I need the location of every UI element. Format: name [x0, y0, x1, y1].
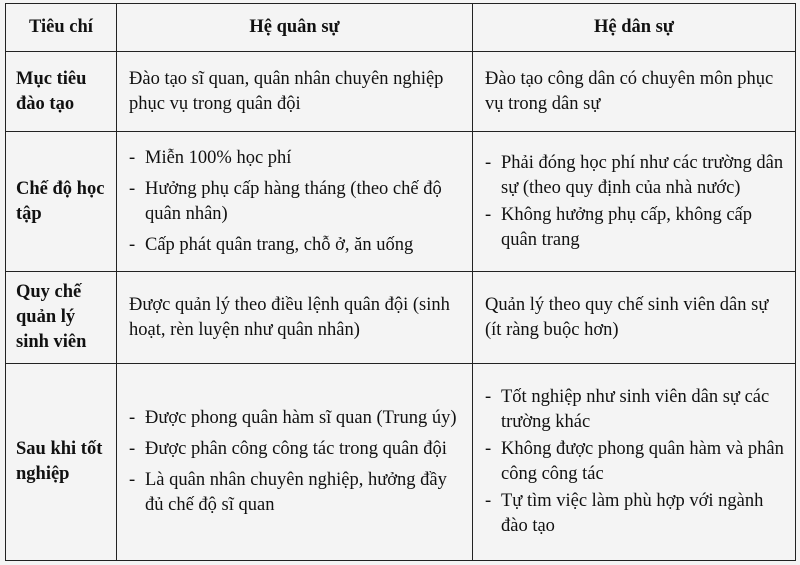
bullet-dash: - [129, 147, 136, 168]
military-list [129, 406, 464, 518]
bullet-dash: - [485, 439, 492, 459]
military-list [129, 146, 464, 258]
header-criterion: Tiêu chí [6, 4, 117, 52]
list-item-text: Cấp phát quân trang, chỗ ở, ăn uống [145, 234, 414, 255]
list-item [129, 406, 464, 431]
military-text: Được quản lý theo điều lệnh quân đội (sinh hoạt, rèn luyện như quân nhân) [129, 294, 450, 340]
civilian-cell [473, 52, 796, 132]
list-item-text: Được phân công công tác trong quân đội [145, 439, 447, 459]
list-item-text: Là quân nhân chuyên nghiệp, hưởng đầy đủ chế độ sĩ quan [145, 470, 447, 515]
list-item [129, 177, 464, 227]
criterion-cell: Chế độ học tập [6, 132, 117, 272]
list-item-text: Không hưởng phụ cấp, không cấp quân trang [501, 204, 753, 250]
list-item [485, 151, 787, 201]
military-cell [117, 272, 473, 364]
criterion-cell: Mục tiêu đào tạo [6, 52, 117, 132]
comparison-table [5, 3, 796, 561]
bullet-dash: - [129, 470, 136, 490]
table-row-after-graduation [6, 364, 796, 561]
bullet-dash: - [485, 204, 492, 225]
criterion-cell: Quy chế quản lý sinh viên [6, 272, 117, 364]
header-military: Hệ quân sự [117, 4, 473, 52]
civilian-list [485, 151, 787, 253]
table-row-training-goal [6, 52, 796, 132]
list-item-text: Không được phong quân hàm và phân công công tác [501, 439, 784, 484]
civilian-text: Quản lý theo quy chế sinh viên dân sự (ít ràng buộc hơn) [485, 294, 769, 340]
list-item-text: Tốt nghiệp như sinh viên dân sự các trường khác [501, 387, 770, 432]
bullet-dash: - [485, 491, 492, 511]
criterion-cell: Sau khi tốt nghiệp [6, 364, 117, 561]
table-row-study-regime [6, 132, 796, 272]
bullet-dash: - [129, 439, 136, 459]
bullet-dash: - [129, 178, 136, 199]
civilian-cell [473, 132, 796, 272]
list-item-text: Hưởng phụ cấp hàng tháng (theo chế độ quân nhân) [145, 178, 442, 224]
table-row-student-management [6, 272, 796, 364]
bullet-dash: - [485, 152, 492, 173]
bullet-dash: - [485, 387, 492, 407]
list-item-text: Tự tìm việc làm phù hợp với ngành đào tạo [501, 491, 764, 536]
list-item-text: Miễn 100% học phí [145, 147, 292, 168]
bullet-dash: - [129, 234, 136, 255]
military-cell [117, 132, 473, 272]
header-civilian: Hệ dân sự [473, 4, 796, 52]
civilian-cell [473, 364, 796, 561]
civilian-list [485, 385, 787, 539]
table-header-row [6, 4, 796, 52]
list-item [129, 437, 464, 462]
military-cell [117, 52, 473, 132]
list-item [485, 437, 787, 487]
list-item-text: Được phong quân hàm sĩ quan (Trung úy) [145, 408, 457, 428]
military-text: Đào tạo sĩ quan, quân nhân chuyên nghiệp phục vụ trong quân đội [129, 68, 444, 114]
civilian-cell [473, 272, 796, 364]
list-item [129, 468, 464, 518]
list-item [485, 489, 787, 539]
list-item [485, 385, 787, 435]
military-cell [117, 364, 473, 561]
bullet-dash: - [129, 408, 136, 428]
list-item-text: Phải đóng học phí như các trường dân sự (theo quy định của nhà nước) [501, 152, 784, 198]
list-item [485, 203, 787, 253]
list-item [129, 233, 464, 258]
list-item [129, 146, 464, 171]
civilian-text: Đào tạo công dân có chuyên môn phục vụ trong dân sự [485, 68, 774, 114]
